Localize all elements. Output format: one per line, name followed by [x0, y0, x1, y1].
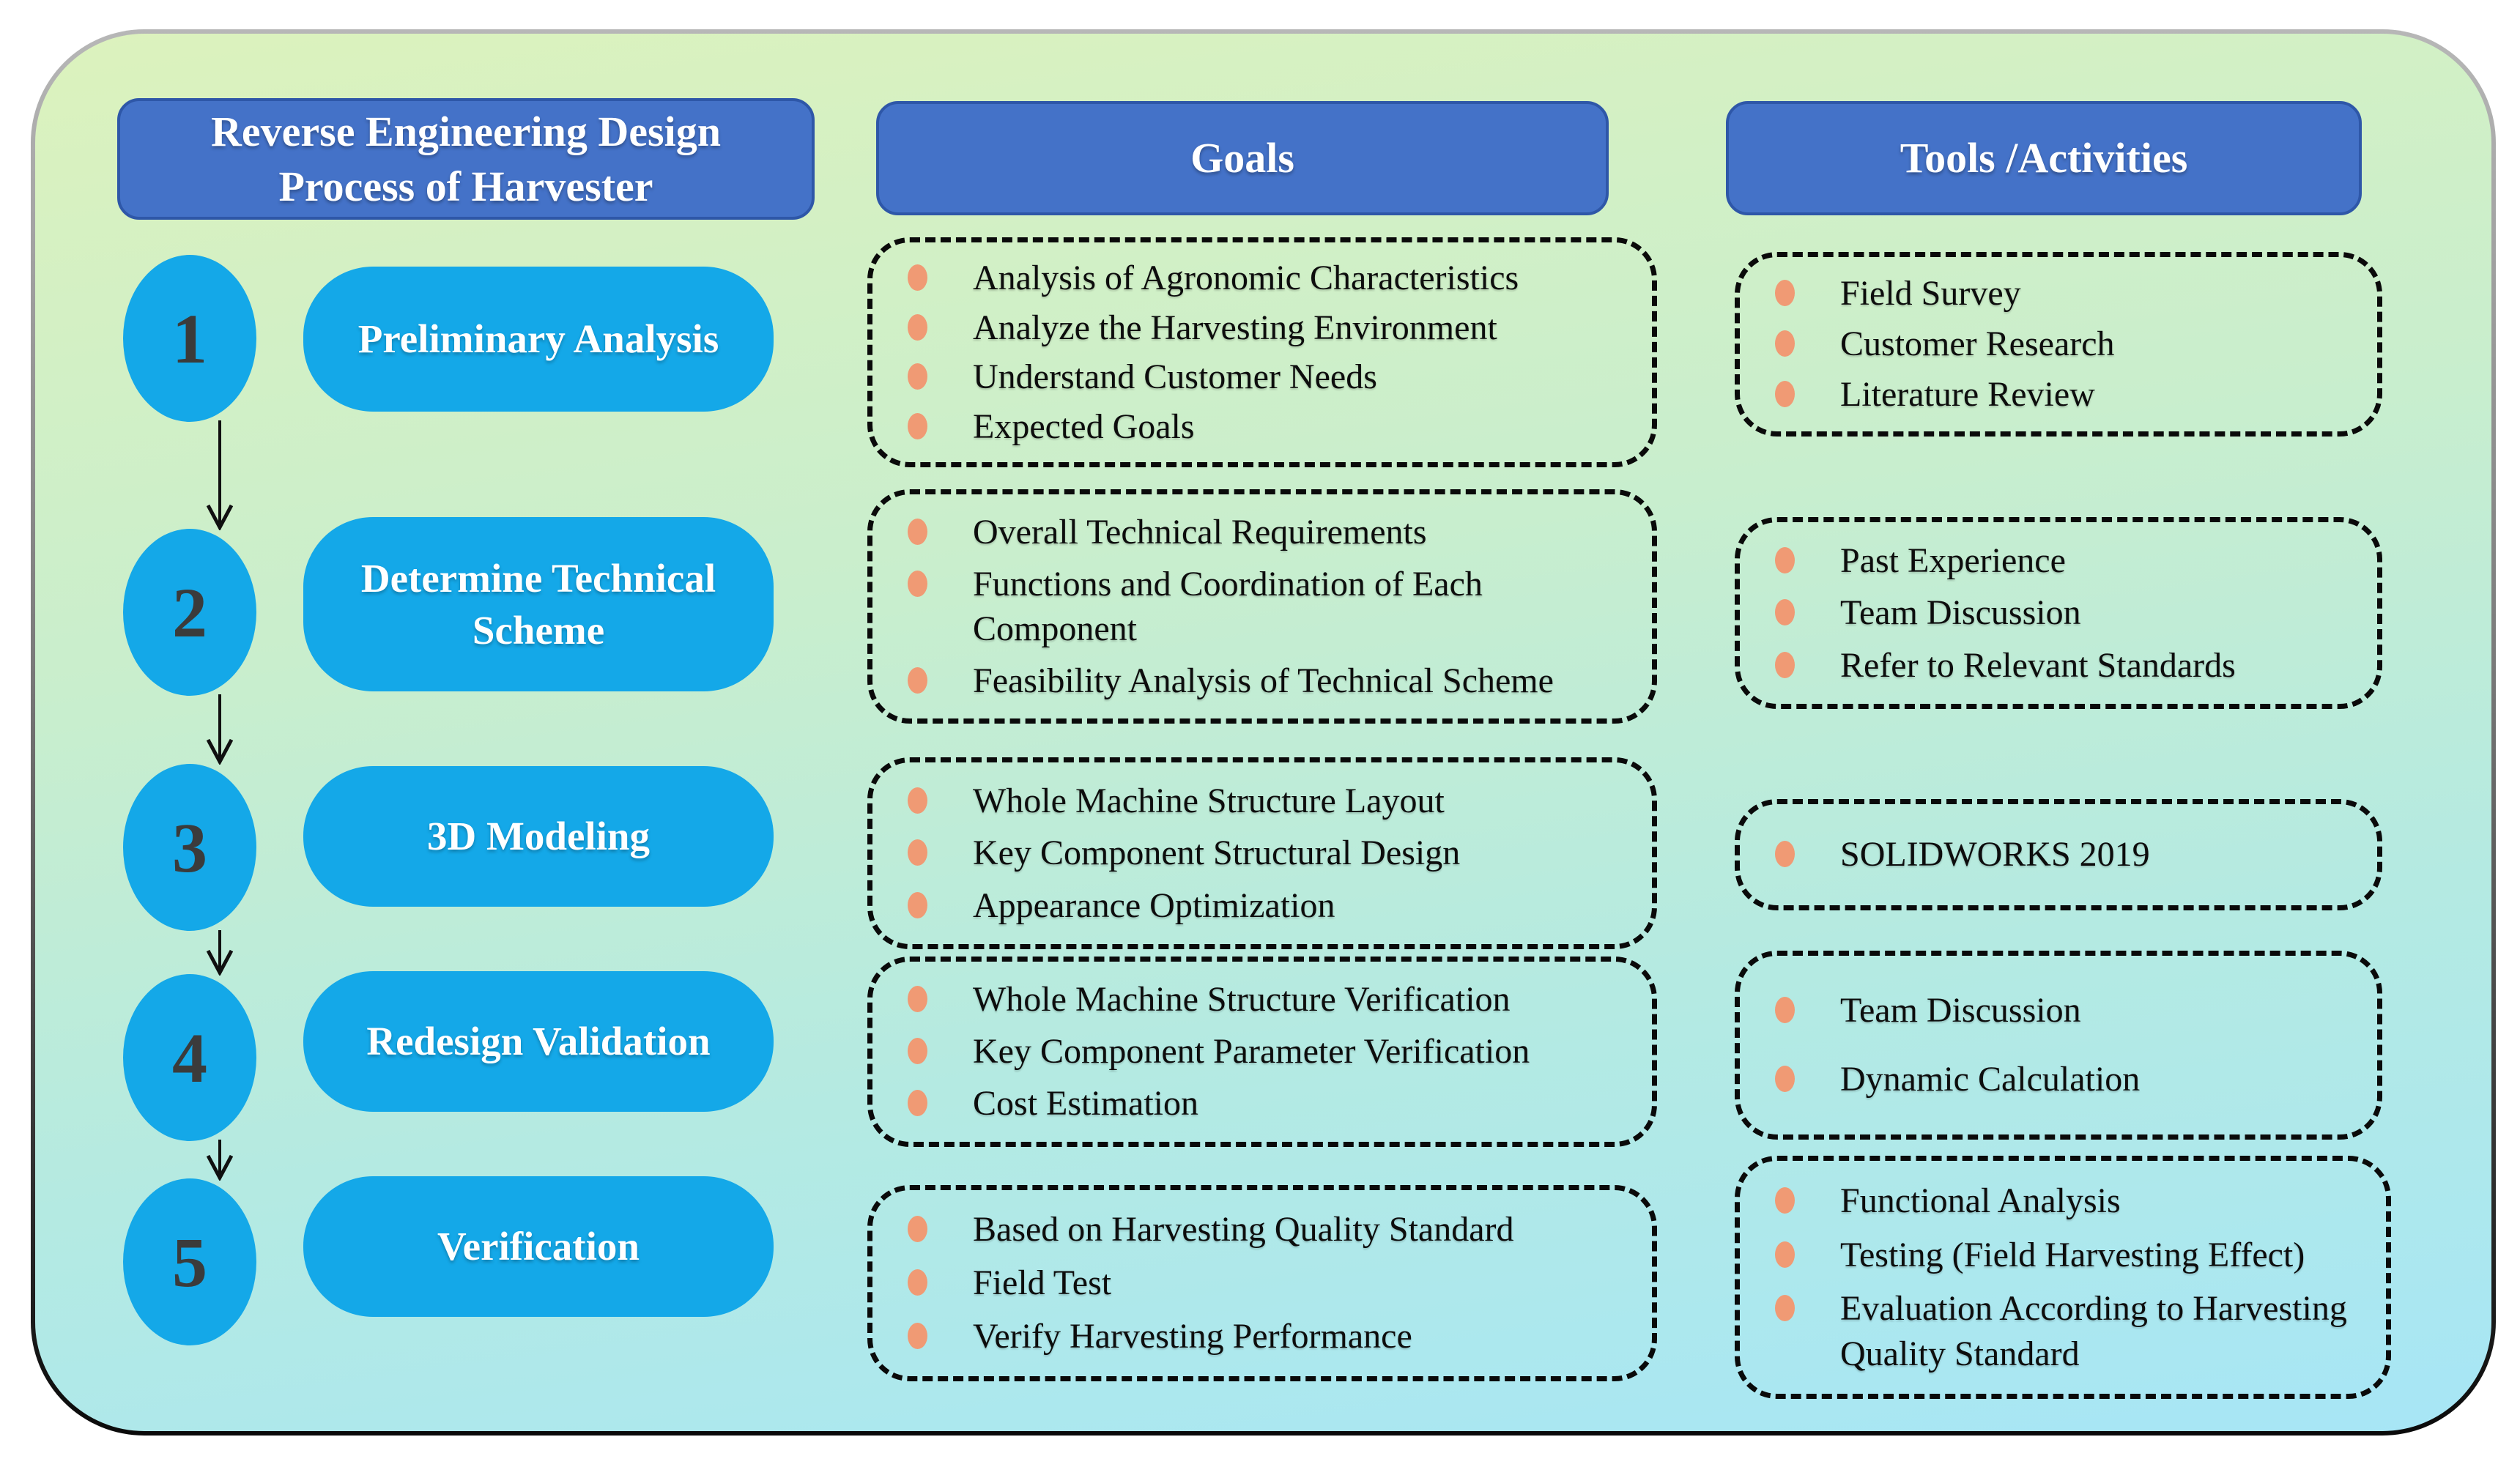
- process-header: [117, 98, 815, 220]
- tools-list-1: [1740, 257, 2377, 431]
- item-text: Literature Review: [1840, 375, 2095, 415]
- goals-list-4: [872, 962, 1652, 1142]
- goals-box-5: [867, 1185, 1657, 1381]
- item-text: Verify Harvesting Performance: [973, 1317, 1412, 1356]
- goals-box-1: [867, 237, 1657, 467]
- item-text: Appearance Optimization: [973, 885, 1335, 925]
- stage-label: 3D Modeling: [426, 814, 651, 859]
- list-item: [908, 305, 1641, 350]
- stage-label: Redesign Validation: [366, 1019, 711, 1064]
- stage-label: Verification: [437, 1224, 640, 1269]
- step-number: 1: [172, 299, 207, 378]
- bullet-icon: [908, 1269, 927, 1296]
- tools-box-5: [1735, 1156, 2391, 1399]
- goals-box-2: [867, 489, 1657, 724]
- bullet-icon: [908, 1090, 927, 1116]
- stage-pill-redesign-validation: [303, 971, 774, 1112]
- step-circle-2: [123, 529, 256, 696]
- tools-box-3: [1735, 799, 2382, 910]
- bullet-icon: [908, 1216, 927, 1242]
- bullet-icon: [908, 413, 927, 439]
- step-circle-1: [123, 255, 256, 422]
- bullet-icon: [1775, 997, 1795, 1023]
- tools-box-1: [1735, 252, 2382, 437]
- item-text: Past Experience: [1840, 541, 2066, 580]
- list-item: [1775, 643, 2366, 688]
- tools-list-4: [1740, 956, 2377, 1134]
- list-item: [1775, 271, 2366, 316]
- item-text: Whole Machine Structure Layout: [973, 781, 1445, 820]
- item-text: Field Test: [973, 1263, 1112, 1303]
- tools-list-5: [1740, 1161, 2386, 1394]
- list-item: [1775, 1057, 2366, 1102]
- list-item: [1775, 1178, 2375, 1223]
- item-text: Feasibility Analysis of Technical Scheme: [973, 661, 1554, 700]
- stage-pill-verification: [303, 1176, 774, 1317]
- step-number: 3: [172, 808, 207, 887]
- item-text: SOLIDWORKS 2019: [1840, 835, 2150, 874]
- item-text: Overall Technical Requirements: [973, 513, 1427, 552]
- list-item: [1775, 1286, 2375, 1376]
- tools-list-3: [1740, 804, 2377, 905]
- list-item: [908, 256, 1641, 300]
- item-text: Customer Research: [1840, 324, 2115, 364]
- list-item: [1775, 988, 2366, 1033]
- bullet-icon: [908, 571, 927, 597]
- item-text: Expected Goals: [973, 406, 1195, 446]
- list-item: [908, 977, 1641, 1022]
- item-text: Understand Customer Needs: [973, 357, 1377, 397]
- bullet-icon: [1775, 652, 1795, 678]
- item-text: Testing (Field Harvesting Effect): [1840, 1235, 2305, 1274]
- bullet-icon: [1775, 599, 1795, 625]
- tools-header: [1726, 101, 2362, 215]
- bullet-icon: [1775, 330, 1795, 357]
- list-item: [908, 831, 1641, 875]
- bullet-icon: [908, 986, 927, 1012]
- bullet-icon: [1775, 280, 1795, 306]
- step-circle-3: [123, 764, 256, 931]
- list-item: [908, 658, 1641, 703]
- step-circle-4: [123, 974, 256, 1141]
- bullet-icon: [1775, 1295, 1795, 1321]
- list-item: [1775, 372, 2366, 417]
- bullet-icon: [1775, 1187, 1795, 1214]
- step-number: 4: [172, 1018, 207, 1097]
- item-text: Functional Analysis: [1840, 1181, 2121, 1221]
- bullet-icon: [908, 519, 927, 545]
- goals-list-3: [872, 762, 1652, 944]
- bullet-icon: [1775, 1241, 1795, 1268]
- stage-pill-preliminary-analysis: [303, 267, 774, 412]
- bullet-icon: [1775, 547, 1795, 573]
- goals-list-5: [872, 1190, 1652, 1376]
- list-item: [908, 510, 1641, 554]
- item-text: Key Component Structural Design: [973, 833, 1461, 873]
- list-item: [1775, 832, 2366, 877]
- bullet-icon: [908, 787, 927, 814]
- goals-list-2: [872, 494, 1652, 718]
- list-item: [908, 354, 1641, 399]
- list-item: [1775, 538, 2366, 583]
- arrow-down-icon: [205, 420, 234, 530]
- bullet-icon: [908, 892, 927, 918]
- bullet-icon: [1775, 381, 1795, 407]
- list-item: [908, 1207, 1641, 1252]
- tools-box-4: [1735, 951, 2382, 1140]
- item-text: Key Component Parameter Verification: [973, 1032, 1530, 1072]
- item-text: Team Discussion: [1840, 593, 2081, 633]
- stage-pill-determine-technical-scheme: [303, 517, 774, 691]
- list-item: [908, 883, 1641, 928]
- list-item: [1775, 590, 2366, 635]
- item-text: Whole Machine Structure Verification: [973, 980, 1511, 1020]
- bullet-icon: [908, 363, 927, 390]
- bullet-icon: [908, 1323, 927, 1349]
- goals-header-label: Goals: [1190, 134, 1294, 182]
- goals-box-3: [867, 757, 1657, 949]
- bullet-icon: [908, 839, 927, 866]
- item-text: Analyze the Harvesting Environment: [973, 308, 1497, 347]
- item-text: Cost Estimation: [973, 1084, 1199, 1124]
- list-item: [908, 562, 1641, 652]
- bullet-icon: [1775, 841, 1795, 867]
- item-text: Team Discussion: [1840, 991, 2081, 1030]
- bullet-icon: [908, 1038, 927, 1064]
- bullet-icon: [1775, 1066, 1795, 1092]
- stage-label: Determine Technical Scheme: [360, 555, 716, 653]
- process-header-label: Reverse Engineering Design Process of Harvester: [211, 107, 721, 210]
- bullet-icon: [908, 314, 927, 341]
- list-item: [1775, 1233, 2375, 1277]
- diagram-canvas: [31, 29, 2496, 1436]
- item-text: Functions and Coordination of Each Component: [973, 564, 1483, 648]
- list-item: [908, 779, 1641, 823]
- tools-header-label: Tools /Activities: [1900, 134, 2188, 182]
- arrow-down-icon: [205, 694, 234, 765]
- bullet-icon: [908, 667, 927, 694]
- item-text: Field Survey: [1840, 274, 2021, 313]
- item-text: Refer to Relevant Standards: [1840, 645, 2236, 685]
- stage-label: Preliminary Analysis: [357, 316, 719, 362]
- list-item: [1775, 322, 2366, 366]
- arrow-down-icon: [205, 1140, 234, 1181]
- arrow-down-icon: [205, 930, 234, 976]
- goals-header: [876, 101, 1609, 215]
- list-item: [908, 404, 1641, 449]
- tools-box-2: [1735, 517, 2382, 709]
- list-item: [908, 1314, 1641, 1359]
- list-item: [908, 1081, 1641, 1126]
- item-text: Analysis of Agronomic Characteristics: [973, 259, 1519, 298]
- goals-list-1: [872, 242, 1652, 462]
- item-text: Evaluation According to Harvesting Quality Standard: [1840, 1289, 2347, 1373]
- tools-list-2: [1740, 522, 2377, 704]
- stage-pill-3d-modeling: [303, 766, 774, 907]
- bullet-icon: [908, 264, 927, 291]
- step-circle-5: [123, 1178, 256, 1345]
- step-number: 5: [172, 1222, 207, 1301]
- item-text: Based on Harvesting Quality Standard: [973, 1210, 1514, 1249]
- list-item: [908, 1029, 1641, 1074]
- list-item: [908, 1260, 1641, 1305]
- goals-box-4: [867, 957, 1657, 1147]
- step-number: 2: [172, 573, 207, 652]
- item-text: Dynamic Calculation: [1840, 1060, 2141, 1099]
